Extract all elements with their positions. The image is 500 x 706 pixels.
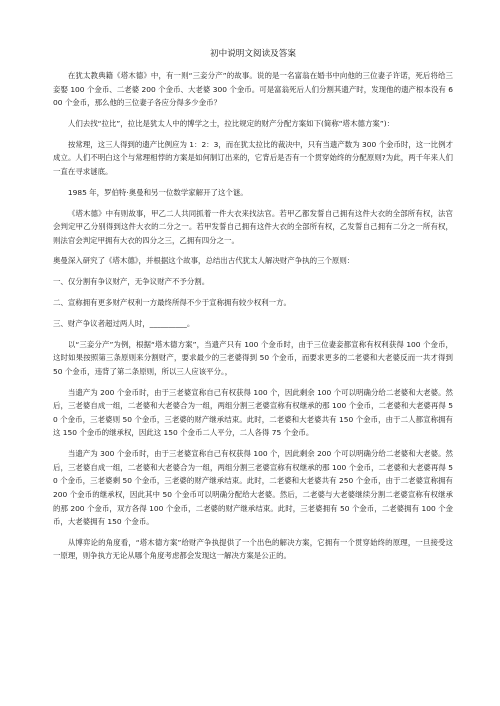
paragraph-12: 当遗产为 300 个金币时，由于三老婆宣称自己有权获得 100 个，因此剩余 200 个可以明确分给二老婆和大老婆。然后，三老婆自成一组，二老婆和大老婆合为一组，两组分割三老婆宣称有权继承的那 100 个金币，二老婆和大老婆再得 50 个金币，三老婆剩 50 个金币，三老婆的财产继承结束。此时，二老婆和大老婆共有 250 个金币，由于二老婆宣称拥有 200 个金币的继承权，因此其中 50 个金币可以明确分配给大老婆。然后，二老婆与大老婆继续分割二老婆宣称有权继承的那 200 个金币，双方各得 100 个金币，二老婆的财产继承结束。此时，三老婆拥有 50 个金币，二老婆拥有 100 个金币，大老婆拥有 150 个金币。 [53,449,453,527]
document-page [53,48,453,570]
document-title: 初中说明文阅读及答案 [210,49,296,59]
principle-2: 二、宣称拥有更多财产权利一方最终所得不少于宣称拥有较少权利一方。 [53,298,291,308]
paragraph-13: 从博弈论的角度看，“塔木德方案”给财产争执提供了一个出色的解决方案，它拥有一个贯穿始终的原理，一旦接受这一原理，则争执方无论从哪个角度考虑都会发现这一解决方案是公正的。 [53,537,453,561]
paragraph-3: 按常理，这三人得到的遗产比例应为 1：2：3，而在犹太拉比的裁决中，只有当遗产数为 300 个金币时，这一比例才成立。人们不明白这个与常理相悖的方案是如何制订出来的，它背后是否有一个贯穿始终的分配原则?为此，两千年来人们一直在寻求谜底。 [53,139,453,176]
paragraph-4: 1985 年，罗伯特·奥曼和另一位数学家解开了这个谜。 [67,187,248,197]
paragraph-6: 奥曼深入研究了《塔木德》，并根据这个故事，总结出古代犹太人解决财产争执的三个原则： [53,256,355,266]
principle-3-blank: 三、财产争议者超过两人时，__________。 [53,318,195,328]
paragraph-5: 《塔木德》中有则故事，甲乙二人共同抓着一件大衣来找法官。若甲乙都发誓自己拥有这件大衣的全部所有权，法官会判定甲乙分别得到这件大衣的二分之一。若甲发誓自己拥有这件大衣的全部所有权，乙发誓自己拥有二分之一所有权，则法官会判定甲拥有大衣的四分之三，乙拥有四分之一。 [53,208,453,245]
paragraph-1: 在犹太教典籍《塔木德》中，有一则“三妾分产”的故事。说的是一名富翁在婚书中向他的三位妻子许诺，死后将给三妾娶 100 个金币、二老婆 200 个金币、大老婆 300 个金币。可是富翁死后人们分割其遗产时，发现他的遗产根本没有 600 个金币，那么他的三位妻子各应分得多少金币？ [53,71,453,108]
principle-1: 一、仅分割有争议财产，无争议财产不予分割。 [53,277,210,287]
paragraph-10: 以“三妾分产”为例，根据“塔木德方案”，当遗产只有 100 个金币时，由于三位妻妾都宣称有权利获得 100 个金币，这时如果按照第三条原则来分割财产，要求最少的三老婆得到 50 个金币，而要求更多的二老婆和大老婆反而一共才得到 50 个金币，违背了第二条原则，所以三人应该平分。， [53,339,453,376]
paragraph-2: 人们去找“拉比”，拉比是犹太人中的博学之士，拉比规定的财产分配方案如下(简称“塔木德方案”)： [67,118,395,128]
paragraph-11: 当遗产为 200 个金币时，由于三老婆宣称自己有权获得 100 个，因此剩余 100 个可以明确分给二老婆和大老婆。然后，三老婆自成一组，二老婆和大老婆合为一组，两组分割三老婆宣称有权继承的那 100 个金币，二老婆和大老婆再得 50 个金币，三老婆则 50 个金币，三老婆的财产继承结束。此时，二老婆和大老婆共有 150 个金币，由于二人都宣称拥有这 150 个金币的继承权，因此这 150 个金币二人平分，二人各得 75 个金币。 [53,387,453,438]
